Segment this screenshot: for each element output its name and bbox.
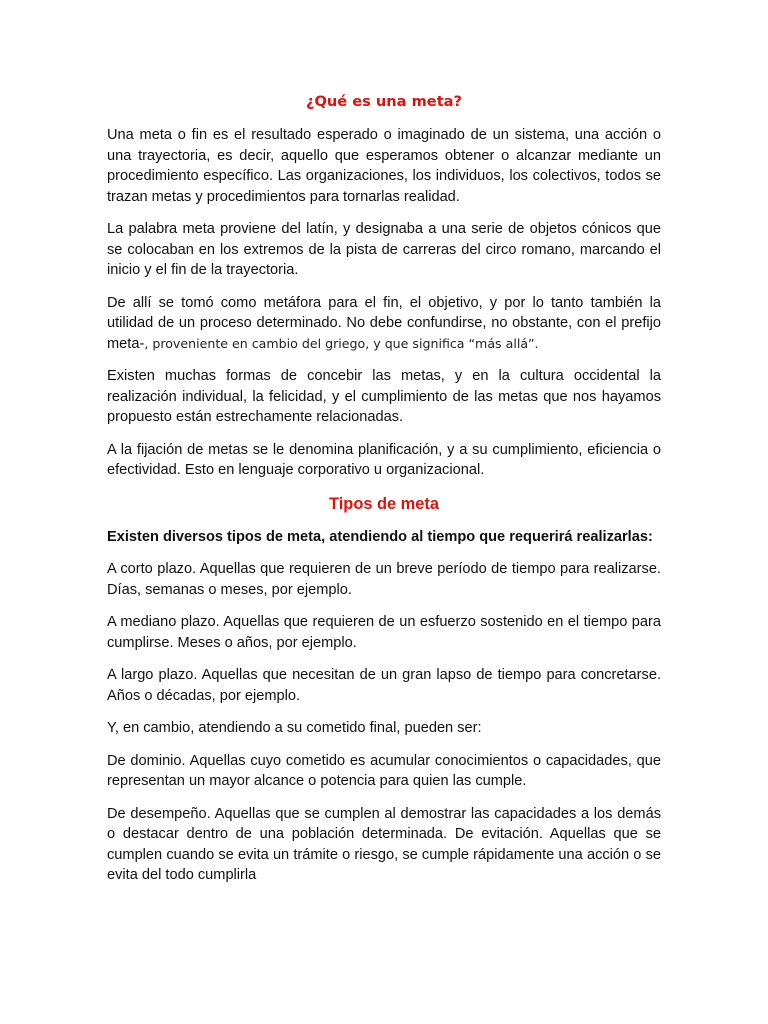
paragraph: Una meta o fin es el resultado esperado o imaginado de un sistema, una acción o una trayectoria, es decir, aquello que esperamos obtener o alcanzar mediante un procedimiento específico. Las organizaciones, los individuos, los colectivos, todos se trazan metas y procedimientos para tornarlas realidad. xyxy=(107,127,661,205)
list-item: A mediano plazo. Aquellas que requieren de un esfuerzo sostenido en el tiempo para cumplirse. Meses o años, por ejemplo. xyxy=(107,614,661,651)
list-item: Y, en cambio, atendiendo a su cometido final, pueden ser: xyxy=(107,720,482,736)
paragraph: La palabra meta proviene del latín, y designaba a una serie de objetos cónicos que se colocaban en los extremos de la pista de carreras del circo romano, marcando el inicio y el fin de la trayectoria. xyxy=(107,221,661,278)
paragraph: Existen muchas formas de concebir las metas, y en la cultura occidental la realización individual, la felicidad, y el cumplimiento de las metas que nos hayamos propuesto están estrechamente relacionadas. xyxy=(107,368,661,425)
document-body xyxy=(107,92,661,898)
paragraph-alt-text: , proveniente en cambio del griego, y que significa “más allá”. xyxy=(144,335,539,351)
paragraph-main-text: De allí se tomó como metáfora para el fin, el objetivo, y por lo tanto también la utilidad de un proceso determinado. No debe confundirse, no obstante, con el prefijo meta- xyxy=(107,294,661,352)
paragraph xyxy=(107,293,661,355)
list-item: De dominio. Aquellas cuyo cometido es acumular conocimientos o capacidades, que representan un mayor alcance o potencia para quien las cumple. xyxy=(107,752,661,789)
paragraph: A la fijación de metas se le denomina planificación, y a su cumplimiento, eficiencia o efectividad. Esto en lenguaje corporativo u organizacional. xyxy=(107,441,661,478)
section-heading: Tipos de meta xyxy=(329,494,439,513)
intro-paragraph: Existen diversos tipos de meta, atendiendo al tiempo que requerirá realizarlas: xyxy=(107,528,653,545)
list-item: De desempeño. Aquellas que se cumplen al demostrar las capacidades a los demás o destacar dentro de una población determinada. De evitación. Aquellas que se cumplen cuando se evita un trámite o riesgo, se cumple rápidamente una acción o se evita del todo cumplirla xyxy=(107,805,661,883)
page-title: ¿Qué es una meta? xyxy=(305,93,462,110)
list-item: A corto plazo. Aquellas que requieren de un breve período de tiempo para realizarse. Días, semanas o meses, por ejemplo. xyxy=(107,561,661,598)
list-item: A largo plazo. Aquellas que necesitan de un gran lapso de tiempo para concretarse. Años o décadas, por ejemplo. xyxy=(107,667,661,704)
